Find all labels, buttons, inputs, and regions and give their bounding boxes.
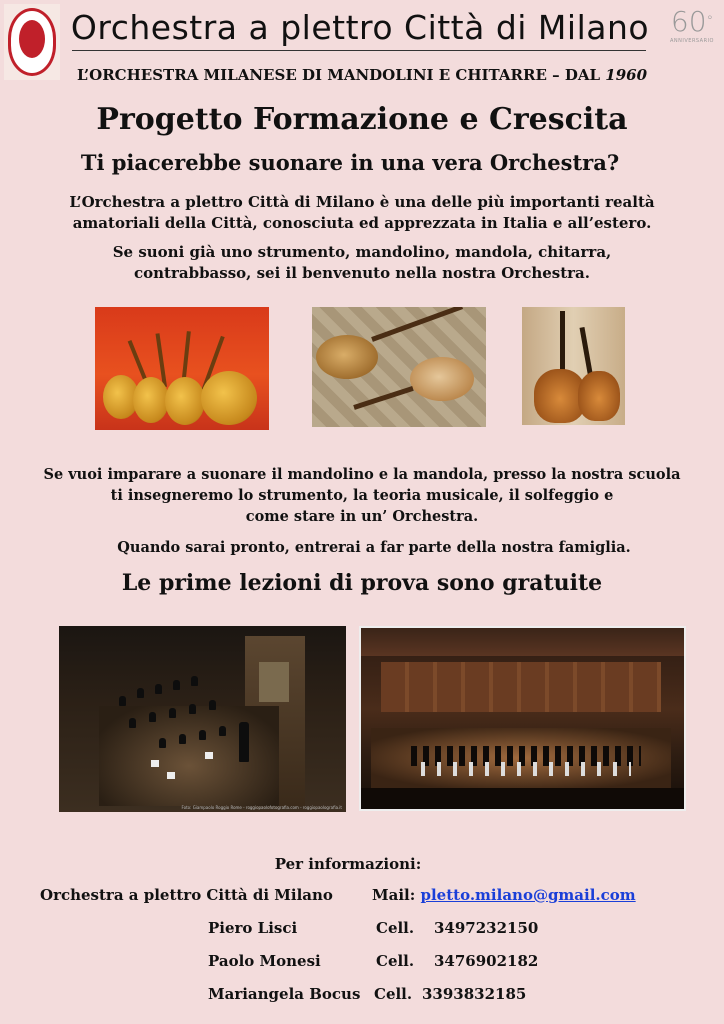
guitars-photo bbox=[522, 307, 625, 425]
logo-emblem-icon bbox=[19, 20, 45, 58]
anniversary-logo bbox=[664, 6, 720, 60]
intro-line-1: L’Orchestra a plettro Città di Milano è una delle più importanti realtà bbox=[69, 193, 655, 211]
contact-name-2: Paolo Monesi bbox=[208, 952, 321, 970]
mandolins-photo bbox=[95, 307, 269, 430]
phone-2: 3476902182 bbox=[434, 952, 539, 970]
subtitle-text: L’ORCHESTRA MILANESE DI MANDOLINI E CHITARRE – DAL bbox=[76, 66, 601, 84]
contact-name-1: Piero Lisci bbox=[208, 919, 298, 937]
subtitle bbox=[0, 66, 724, 84]
welcome-paragraph bbox=[0, 242, 724, 284]
page-title: Orchestra a plettro Città di Milano bbox=[70, 8, 650, 47]
contact-name-3: Mariangela Bocus bbox=[208, 985, 361, 1003]
cell-label-3: Cell. bbox=[374, 985, 413, 1003]
learn-line-1: Se vuoi imparare a suonare il mandolino e la mandola, presso la nostra scuola bbox=[43, 466, 681, 483]
welcome-line-2: contrabbasso, sei il benvenuto nella nostra Orchestra. bbox=[133, 264, 590, 282]
email-link[interactable]: pletto.milano@gmail.com bbox=[420, 886, 636, 904]
cell-label-1: Cell. bbox=[376, 919, 415, 937]
mail-row bbox=[372, 886, 636, 904]
family-paragraph: Quando sarai pronto, entrerai a far parte della nostra famiglia. bbox=[117, 539, 631, 556]
learn-paragraph bbox=[0, 464, 724, 527]
free-lessons-heading: Le prime lezioni di prova sono gratuite bbox=[121, 570, 603, 596]
org-name: Orchestra a plettro Città di Milano bbox=[40, 886, 333, 904]
cell-label-2: Cell. bbox=[376, 952, 415, 970]
title-divider bbox=[72, 50, 646, 51]
anniversary-suffix: ° bbox=[706, 14, 714, 29]
orchestra-rehearsal-photo bbox=[59, 626, 346, 812]
phone-3: 3393832185 bbox=[422, 985, 527, 1003]
subtitle-year: 1960 bbox=[605, 66, 648, 84]
photo-caption: Foto: Giampaolo Roggio Rome - roggiopaolofotografia.com - roggiopaolografia.it bbox=[181, 805, 342, 810]
orchestra-concert-photo bbox=[359, 626, 686, 811]
mail-label: Mail: bbox=[372, 886, 416, 904]
learn-line-3: come stare in un’ Orchestra. bbox=[245, 508, 479, 525]
main-heading: Progetto Formazione e Crescita bbox=[96, 102, 628, 137]
question-heading: Ti piacerebbe suonare in una vera Orchestra? bbox=[80, 150, 620, 175]
contacts-title: Per informazioni: bbox=[274, 855, 422, 873]
anniversary-number: 60 bbox=[670, 5, 707, 38]
intro-paragraph bbox=[0, 192, 724, 234]
intro-line-2: amatoriali della Città, conosciuta ed apprezzata in Italia e all’estero. bbox=[72, 214, 652, 232]
mandolin-mandola-photo bbox=[312, 307, 486, 427]
learn-line-2: ti insegneremo lo strumento, la teoria musicale, il solfeggio e bbox=[110, 487, 614, 504]
anniversary-label: ANNIVERSARIO bbox=[669, 38, 714, 44]
phone-1: 3497232150 bbox=[434, 919, 539, 937]
welcome-line-1: Se suoni già uno strumento, mandolino, mandola, chitarra, bbox=[112, 243, 612, 261]
